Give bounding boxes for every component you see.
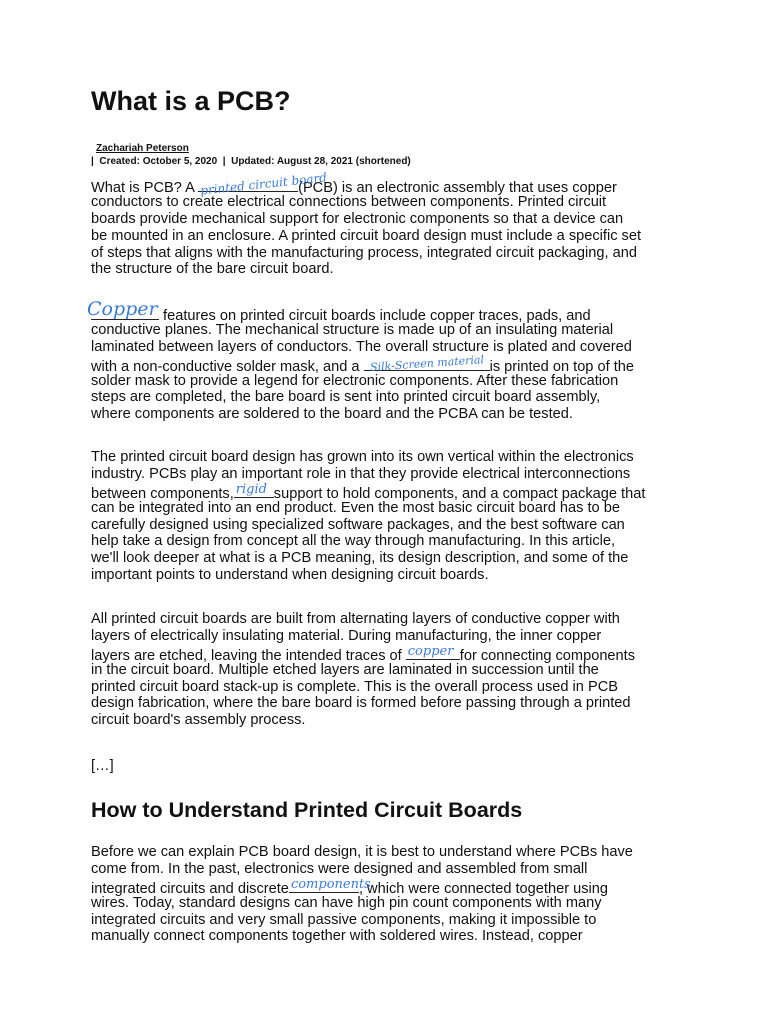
fill-in-blank [364, 352, 490, 374]
paragraph-4 [91, 611, 691, 729]
article-dates: | Created: October 5, 2020 | Updated: August 28, 2021 (shortened) [91, 156, 411, 167]
fill-in-blank [234, 483, 274, 498]
text-line: where components are soldered to the board and the PCBA can be tested. [91, 406, 573, 423]
paragraph-5 [91, 844, 691, 945]
handwritten-answer: Copper [87, 298, 158, 320]
handwritten-answer: printed circuit board [199, 170, 328, 198]
fill-in-blank [289, 876, 371, 893]
omission-marker: […] [91, 758, 114, 774]
text-line: All printed circuit boards are built from alternating layers of conductive copper with [91, 611, 620, 627]
author-link[interactable]: Zachariah Peterson [96, 143, 189, 154]
handwritten-answer: components [290, 876, 371, 892]
paragraph-1 [91, 170, 691, 278]
text-line: layers are etched, leaving the intended traces of copper for connecting components [91, 643, 636, 664]
text-line: integrated circuits and very small passive components, making it impossible to [91, 911, 597, 928]
text-line: layers of electrically insulating material. During manufacturing, the inner copper [91, 627, 602, 644]
text-line: What is PCB? A printed circuit board (PCB) is an electronic assembly that uses copper [91, 170, 617, 198]
text-line: steps are completed, the bare board is sent into printed circuit board assembly, [91, 389, 601, 406]
paragraph-2 [87, 298, 691, 423]
text-line: with a non-conductive solder mask, and a Silk-Screen material is printed on top of the [91, 352, 634, 375]
text-line: be mounted in an enclosure. A printed circuit board design must include a specific set [91, 227, 642, 244]
text-line: manually connect components together with soldered wires. Instead, copper [91, 928, 583, 945]
fill-in-blank [406, 645, 460, 660]
fill-in-blank [198, 170, 328, 198]
text-line: can be integrated into an end product. Even the most basic circuit board has to be [91, 499, 620, 516]
text-line: printed circuit board stack-up is complete. This is the overall process used in PCB [91, 678, 618, 695]
text-line: in the circuit board. Multiple etched layers are laminated in succession until the [91, 661, 599, 678]
text-line: carefully designed using specialized software packages, and the best software can [91, 516, 625, 533]
text-line: important points to understand when designing circuit boards. [91, 567, 489, 584]
paragraph-3 [91, 449, 691, 584]
text-line: wires. Today, standard designs can have high pin count components with many [91, 894, 602, 911]
text-line: boards provide mechanical support for electronic components so that a device can [91, 210, 624, 227]
text-line: integrated circuits and discrete components , which were connected together using [91, 876, 608, 897]
text-line: we'll look deeper at what is a PCB meaning, its design description, and some of the [91, 550, 629, 567]
text-line: solder mask to provide a legend for electronic components. After these fabrication [91, 372, 619, 389]
text-line: between components, rigid support to hold components, and a compact package that [91, 481, 646, 502]
text-line: conductive planes. The mechanical structure is made up of an insulating material [91, 321, 614, 338]
section-heading: How to Understand Printed Circuit Boards [91, 798, 523, 822]
handwritten-answer: Silk-Screen material [369, 352, 484, 374]
text-line: laminated between layers of conductors. The overall structure is plated and covered [91, 338, 632, 355]
text-line: Before we can explain PCB board design, it is best to understand where PCBs have [91, 844, 633, 860]
fill-in-blank [87, 298, 159, 320]
text-line: circuit board's assembly process. [91, 712, 306, 729]
text-line: design fabrication, where the bare board is formed before passing through a printed [91, 695, 631, 712]
text-line: Copper features on printed circuit boards include copper traces, pads, and [87, 298, 591, 324]
handwritten-answer: rigid [235, 481, 267, 497]
text-line: come from. In the past, electronics were designed and assembled from small [91, 860, 588, 877]
handwritten-answer: copper [407, 643, 454, 659]
page-title: What is a PCB? [91, 86, 291, 116]
text-line: conductors to create electrical connections between components. Printed circuit [91, 193, 607, 210]
text-line: help take a design from concept all the way through manufacturing. In this article, [91, 533, 616, 550]
text-line: The printed circuit board design has grown into its own vertical within the electronics [91, 449, 634, 465]
text-line: industry. PCBs play an important role in that they provide electrical interconnections [91, 465, 631, 482]
text-line: of steps that aligns with the manufacturing process, integrated circuit packaging, and [91, 244, 637, 261]
text-line: the structure of the bare circuit board. [91, 261, 334, 278]
